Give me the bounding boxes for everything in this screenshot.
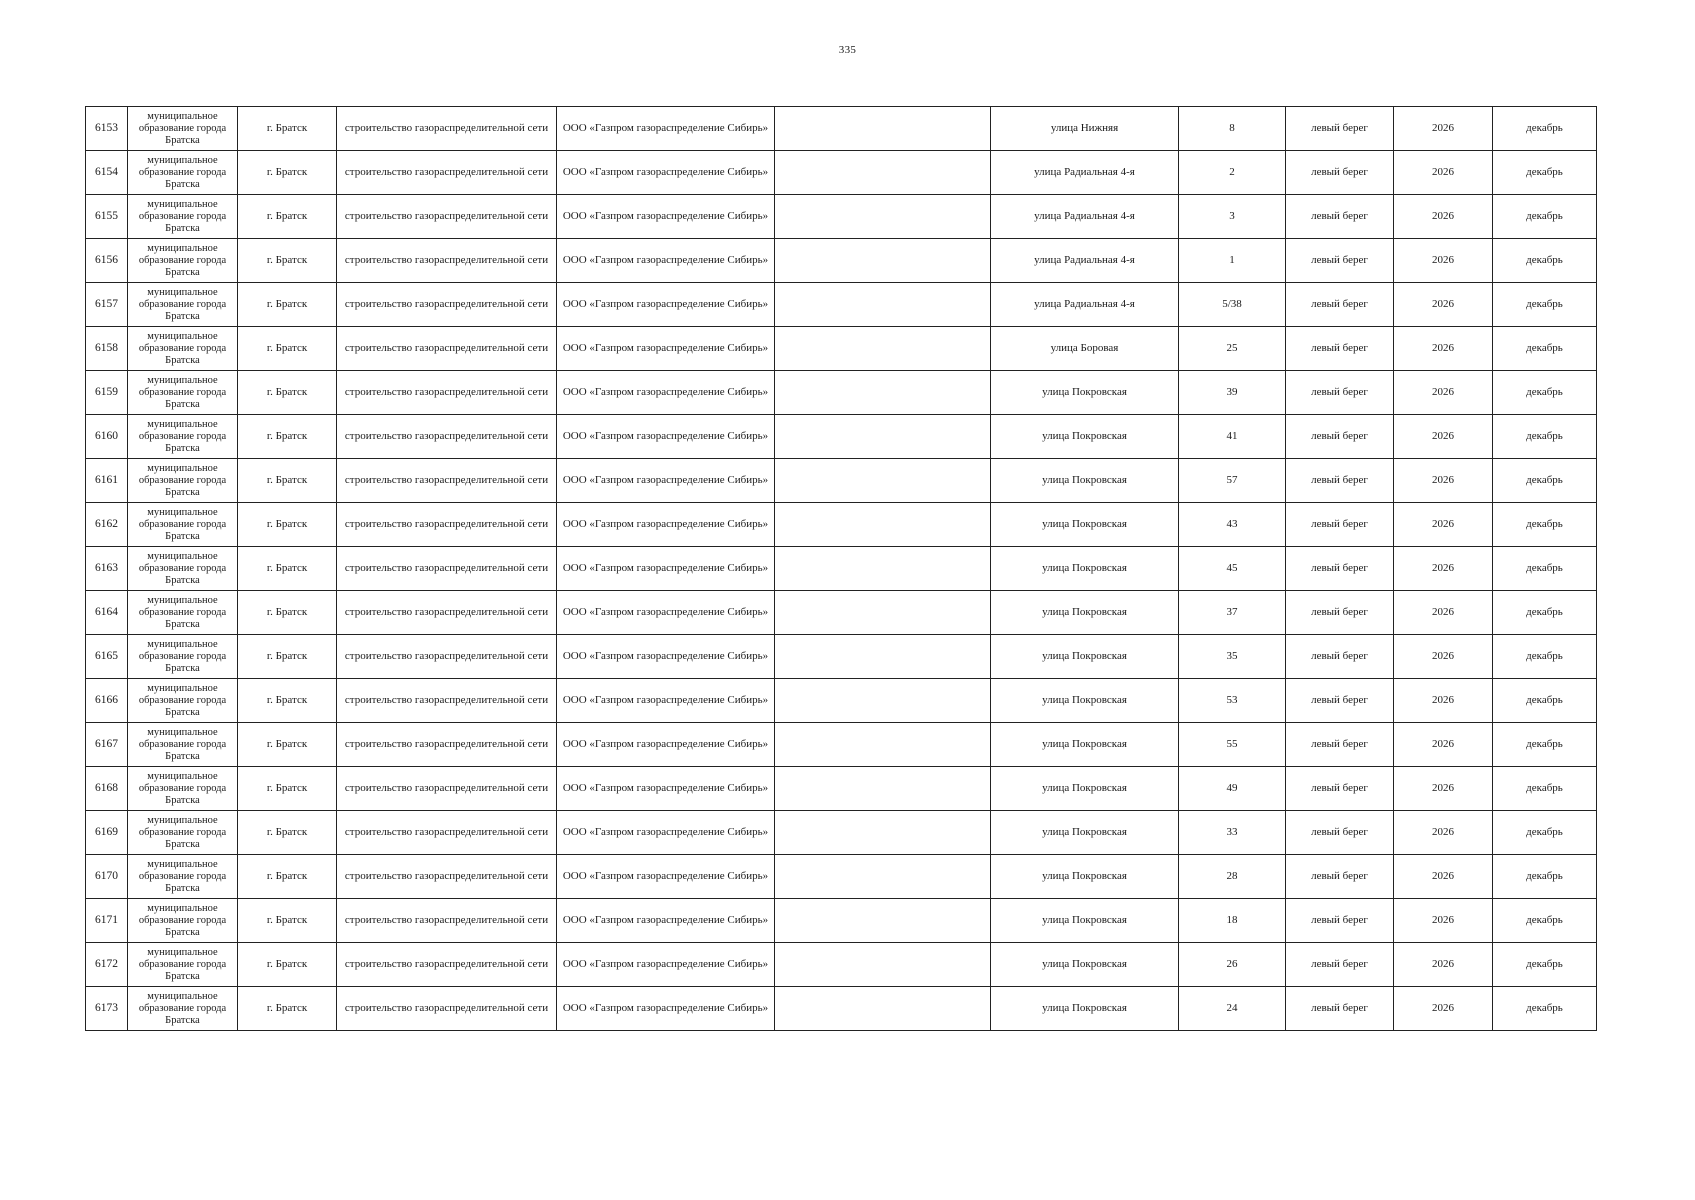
work-type-cell: строительство газораспределительной сети — [337, 855, 557, 899]
organization-cell: ООО «Газпром газораспределение Сибирь» — [557, 679, 775, 723]
row-number-cell: 6170 — [86, 855, 128, 899]
table-row — [86, 723, 1597, 767]
street-cell: улица Покровская — [991, 635, 1179, 679]
empty-cell — [775, 943, 991, 987]
table-row — [86, 767, 1597, 811]
year-cell: 2026 — [1394, 767, 1493, 811]
owner-cell: муниципальное образование города Братска — [128, 151, 238, 195]
row-number-cell: 6155 — [86, 195, 128, 239]
row-number-cell: 6169 — [86, 811, 128, 855]
organization-cell: ООО «Газпром газораспределение Сибирь» — [557, 987, 775, 1031]
empty-cell — [775, 591, 991, 635]
city-cell: г. Братск — [238, 459, 337, 503]
work-type-cell: строительство газораспределительной сети — [337, 767, 557, 811]
row-number-cell: 6164 — [86, 591, 128, 635]
city-cell: г. Братск — [238, 503, 337, 547]
river-bank-cell: левый берег — [1286, 635, 1394, 679]
work-type-cell: строительство газораспределительной сети — [337, 679, 557, 723]
row-number-cell: 6167 — [86, 723, 128, 767]
empty-cell — [775, 679, 991, 723]
month-cell: декабрь — [1493, 503, 1597, 547]
row-number-cell: 6163 — [86, 547, 128, 591]
owner-cell: муниципальное образование города Братска — [128, 811, 238, 855]
street-cell: улица Покровская — [991, 371, 1179, 415]
table-body — [86, 107, 1597, 1031]
street-cell: улица Покровская — [991, 899, 1179, 943]
empty-cell — [775, 283, 991, 327]
river-bank-cell: левый берег — [1286, 679, 1394, 723]
month-cell: декабрь — [1493, 987, 1597, 1031]
table-row — [86, 239, 1597, 283]
house-number-cell: 5/38 — [1179, 283, 1286, 327]
organization-cell: ООО «Газпром газораспределение Сибирь» — [557, 943, 775, 987]
street-cell: улица Покровская — [991, 723, 1179, 767]
city-cell: г. Братск — [238, 371, 337, 415]
river-bank-cell: левый берег — [1286, 591, 1394, 635]
organization-cell: ООО «Газпром газораспределение Сибирь» — [557, 811, 775, 855]
house-number-cell: 28 — [1179, 855, 1286, 899]
empty-cell — [775, 723, 991, 767]
year-cell: 2026 — [1394, 635, 1493, 679]
month-cell: декабрь — [1493, 767, 1597, 811]
empty-cell — [775, 459, 991, 503]
street-cell: улица Покровская — [991, 987, 1179, 1031]
page-number: 335 — [838, 44, 857, 56]
street-cell: улица Радиальная 4-я — [991, 283, 1179, 327]
table-row — [86, 503, 1597, 547]
year-cell: 2026 — [1394, 855, 1493, 899]
owner-cell: муниципальное образование города Братска — [128, 327, 238, 371]
month-cell: декабрь — [1493, 195, 1597, 239]
organization-cell: ООО «Газпром газораспределение Сибирь» — [557, 371, 775, 415]
row-number-cell: 6161 — [86, 459, 128, 503]
organization-cell: ООО «Газпром газораспределение Сибирь» — [557, 107, 775, 151]
house-number-cell: 3 — [1179, 195, 1286, 239]
year-cell: 2026 — [1394, 547, 1493, 591]
owner-cell: муниципальное образование города Братска — [128, 283, 238, 327]
river-bank-cell: левый берег — [1286, 767, 1394, 811]
city-cell: г. Братск — [238, 811, 337, 855]
year-cell: 2026 — [1394, 371, 1493, 415]
house-number-cell: 8 — [1179, 107, 1286, 151]
year-cell: 2026 — [1394, 459, 1493, 503]
house-number-cell: 18 — [1179, 899, 1286, 943]
year-cell: 2026 — [1394, 327, 1493, 371]
year-cell: 2026 — [1394, 415, 1493, 459]
work-type-cell: строительство газораспределительной сети — [337, 723, 557, 767]
organization-cell: ООО «Газпром газораспределение Сибирь» — [557, 195, 775, 239]
street-cell: улица Покровская — [991, 679, 1179, 723]
work-type-cell: строительство газораспределительной сети — [337, 635, 557, 679]
work-type-cell: строительство газораспределительной сети — [337, 987, 557, 1031]
month-cell: декабрь — [1493, 239, 1597, 283]
month-cell: декабрь — [1493, 371, 1597, 415]
table-row — [86, 943, 1597, 987]
table-row — [86, 987, 1597, 1031]
empty-cell — [775, 899, 991, 943]
city-cell: г. Братск — [238, 767, 337, 811]
table-row — [86, 899, 1597, 943]
owner-cell: муниципальное образование города Братска — [128, 239, 238, 283]
organization-cell: ООО «Газпром газораспределение Сибирь» — [557, 283, 775, 327]
street-cell: улица Покровская — [991, 855, 1179, 899]
empty-cell — [775, 415, 991, 459]
city-cell: г. Братск — [238, 195, 337, 239]
house-number-cell: 41 — [1179, 415, 1286, 459]
work-type-cell: строительство газораспределительной сети — [337, 107, 557, 151]
month-cell: декабрь — [1493, 415, 1597, 459]
city-cell: г. Братск — [238, 855, 337, 899]
row-number-cell: 6166 — [86, 679, 128, 723]
city-cell: г. Братск — [238, 943, 337, 987]
month-cell: декабрь — [1493, 327, 1597, 371]
month-cell: декабрь — [1493, 855, 1597, 899]
house-number-cell: 55 — [1179, 723, 1286, 767]
month-cell: декабрь — [1493, 283, 1597, 327]
house-number-cell: 37 — [1179, 591, 1286, 635]
month-cell: декабрь — [1493, 811, 1597, 855]
work-type-cell: строительство газораспределительной сети — [337, 415, 557, 459]
empty-cell — [775, 987, 991, 1031]
city-cell: г. Братск — [238, 635, 337, 679]
empty-cell — [775, 547, 991, 591]
organization-cell: ООО «Газпром газораспределение Сибирь» — [557, 767, 775, 811]
owner-cell: муниципальное образование города Братска — [128, 195, 238, 239]
owner-cell: муниципальное образование города Братска — [128, 547, 238, 591]
house-number-cell: 2 — [1179, 151, 1286, 195]
table-row — [86, 327, 1597, 371]
empty-cell — [775, 811, 991, 855]
river-bank-cell: левый берег — [1286, 151, 1394, 195]
street-cell: улица Покровская — [991, 547, 1179, 591]
table-row — [86, 371, 1597, 415]
street-cell: улица Покровская — [991, 811, 1179, 855]
house-number-cell: 39 — [1179, 371, 1286, 415]
month-cell: декабрь — [1493, 459, 1597, 503]
organization-cell: ООО «Газпром газораспределение Сибирь» — [557, 547, 775, 591]
row-number-cell: 6160 — [86, 415, 128, 459]
work-type-cell: строительство газораспределительной сети — [337, 327, 557, 371]
year-cell: 2026 — [1394, 151, 1493, 195]
row-number-cell: 6165 — [86, 635, 128, 679]
street-cell: улица Покровская — [991, 943, 1179, 987]
year-cell: 2026 — [1394, 283, 1493, 327]
empty-cell — [775, 767, 991, 811]
year-cell: 2026 — [1394, 591, 1493, 635]
year-cell: 2026 — [1394, 723, 1493, 767]
table-row — [86, 195, 1597, 239]
river-bank-cell: левый берег — [1286, 327, 1394, 371]
organization-cell: ООО «Газпром газораспределение Сибирь» — [557, 899, 775, 943]
street-cell: улица Радиальная 4-я — [991, 195, 1179, 239]
house-number-cell: 53 — [1179, 679, 1286, 723]
work-type-cell: строительство газораспределительной сети — [337, 503, 557, 547]
street-cell: улица Боровая — [991, 327, 1179, 371]
row-number-cell: 6168 — [86, 767, 128, 811]
river-bank-cell: левый берег — [1286, 855, 1394, 899]
month-cell: декабрь — [1493, 591, 1597, 635]
row-number-cell: 6172 — [86, 943, 128, 987]
house-number-cell: 33 — [1179, 811, 1286, 855]
organization-cell: ООО «Газпром газораспределение Сибирь» — [557, 415, 775, 459]
house-number-cell: 1 — [1179, 239, 1286, 283]
city-cell: г. Братск — [238, 415, 337, 459]
table-row — [86, 679, 1597, 723]
table-row — [86, 855, 1597, 899]
month-cell: декабрь — [1493, 943, 1597, 987]
city-cell: г. Братск — [238, 987, 337, 1031]
row-number-cell: 6173 — [86, 987, 128, 1031]
month-cell: декабрь — [1493, 107, 1597, 151]
table-row — [86, 151, 1597, 195]
data-table — [85, 106, 1597, 1031]
river-bank-cell: левый берег — [1286, 371, 1394, 415]
row-number-cell: 6158 — [86, 327, 128, 371]
owner-cell: муниципальное образование города Братска — [128, 899, 238, 943]
organization-cell: ООО «Газпром газораспределение Сибирь» — [557, 635, 775, 679]
river-bank-cell: левый берег — [1286, 987, 1394, 1031]
empty-cell — [775, 503, 991, 547]
house-number-cell: 43 — [1179, 503, 1286, 547]
empty-cell — [775, 107, 991, 151]
table-row — [86, 415, 1597, 459]
owner-cell: муниципальное образование города Братска — [128, 503, 238, 547]
work-type-cell: строительство газораспределительной сети — [337, 371, 557, 415]
house-number-cell: 45 — [1179, 547, 1286, 591]
owner-cell: муниципальное образование города Братска — [128, 371, 238, 415]
year-cell: 2026 — [1394, 107, 1493, 151]
organization-cell: ООО «Газпром газораспределение Сибирь» — [557, 723, 775, 767]
empty-cell — [775, 151, 991, 195]
organization-cell: ООО «Газпром газораспределение Сибирь» — [557, 591, 775, 635]
owner-cell: муниципальное образование города Братска — [128, 635, 238, 679]
street-cell: улица Радиальная 4-я — [991, 239, 1179, 283]
year-cell: 2026 — [1394, 811, 1493, 855]
street-cell: улица Покровская — [991, 767, 1179, 811]
work-type-cell: строительство газораспределительной сети — [337, 943, 557, 987]
work-type-cell: строительство газораспределительной сети — [337, 459, 557, 503]
house-number-cell: 35 — [1179, 635, 1286, 679]
month-cell: декабрь — [1493, 635, 1597, 679]
empty-cell — [775, 239, 991, 283]
street-cell: улица Покровская — [991, 459, 1179, 503]
row-number-cell: 6159 — [86, 371, 128, 415]
river-bank-cell: левый берег — [1286, 811, 1394, 855]
work-type-cell: строительство газораспределительной сети — [337, 591, 557, 635]
street-cell: улица Радиальная 4-я — [991, 151, 1179, 195]
river-bank-cell: левый берег — [1286, 547, 1394, 591]
organization-cell: ООО «Газпром газораспределение Сибирь» — [557, 151, 775, 195]
month-cell: декабрь — [1493, 679, 1597, 723]
city-cell: г. Братск — [238, 723, 337, 767]
organization-cell: ООО «Газпром газораспределение Сибирь» — [557, 459, 775, 503]
empty-cell — [775, 371, 991, 415]
empty-cell — [775, 327, 991, 371]
owner-cell: муниципальное образование города Братска — [128, 415, 238, 459]
row-number-cell: 6171 — [86, 899, 128, 943]
street-cell: улица Нижняя — [991, 107, 1179, 151]
month-cell: декабрь — [1493, 151, 1597, 195]
river-bank-cell: левый берег — [1286, 195, 1394, 239]
river-bank-cell: левый берег — [1286, 459, 1394, 503]
owner-cell: муниципальное образование города Братска — [128, 723, 238, 767]
owner-cell: муниципальное образование города Братска — [128, 591, 238, 635]
empty-cell — [775, 855, 991, 899]
year-cell: 2026 — [1394, 503, 1493, 547]
organization-cell: ООО «Газпром газораспределение Сибирь» — [557, 239, 775, 283]
owner-cell: муниципальное образование города Братска — [128, 107, 238, 151]
work-type-cell: строительство газораспределительной сети — [337, 151, 557, 195]
river-bank-cell: левый берег — [1286, 283, 1394, 327]
table-row — [86, 283, 1597, 327]
empty-cell — [775, 635, 991, 679]
city-cell: г. Братск — [238, 283, 337, 327]
river-bank-cell: левый берег — [1286, 943, 1394, 987]
river-bank-cell: левый берег — [1286, 723, 1394, 767]
table-row — [86, 591, 1597, 635]
row-number-cell: 6154 — [86, 151, 128, 195]
year-cell: 2026 — [1394, 679, 1493, 723]
empty-cell — [775, 195, 991, 239]
organization-cell: ООО «Газпром газораспределение Сибирь» — [557, 327, 775, 371]
row-number-cell: 6153 — [86, 107, 128, 151]
owner-cell: муниципальное образование города Братска — [128, 987, 238, 1031]
city-cell: г. Братск — [238, 239, 337, 283]
city-cell: г. Братск — [238, 899, 337, 943]
year-cell: 2026 — [1394, 195, 1493, 239]
table-row — [86, 811, 1597, 855]
year-cell: 2026 — [1394, 239, 1493, 283]
work-type-cell: строительство газораспределительной сети — [337, 239, 557, 283]
city-cell: г. Братск — [238, 547, 337, 591]
work-type-cell: строительство газораспределительной сети — [337, 811, 557, 855]
house-number-cell: 49 — [1179, 767, 1286, 811]
month-cell: декабрь — [1493, 723, 1597, 767]
row-number-cell: 6162 — [86, 503, 128, 547]
city-cell: г. Братск — [238, 327, 337, 371]
owner-cell: муниципальное образование города Братска — [128, 855, 238, 899]
work-type-cell: строительство газораспределительной сети — [337, 283, 557, 327]
table-row — [86, 547, 1597, 591]
organization-cell: ООО «Газпром газораспределение Сибирь» — [557, 855, 775, 899]
city-cell: г. Братск — [238, 151, 337, 195]
river-bank-cell: левый берег — [1286, 107, 1394, 151]
owner-cell: муниципальное образование города Братска — [128, 679, 238, 723]
owner-cell: муниципальное образование города Братска — [128, 943, 238, 987]
owner-cell: муниципальное образование города Братска — [128, 459, 238, 503]
house-number-cell: 24 — [1179, 987, 1286, 1031]
house-number-cell: 25 — [1179, 327, 1286, 371]
work-type-cell: строительство газораспределительной сети — [337, 899, 557, 943]
year-cell: 2026 — [1394, 987, 1493, 1031]
work-type-cell: строительство газораспределительной сети — [337, 195, 557, 239]
row-number-cell: 6157 — [86, 283, 128, 327]
table-row — [86, 459, 1597, 503]
river-bank-cell: левый берег — [1286, 239, 1394, 283]
row-number-cell: 6156 — [86, 239, 128, 283]
house-number-cell: 26 — [1179, 943, 1286, 987]
owner-cell: муниципальное образование города Братска — [128, 767, 238, 811]
river-bank-cell: левый берег — [1286, 503, 1394, 547]
city-cell: г. Братск — [238, 107, 337, 151]
house-number-cell: 57 — [1179, 459, 1286, 503]
river-bank-cell: левый берег — [1286, 899, 1394, 943]
street-cell: улица Покровская — [991, 591, 1179, 635]
work-type-cell: строительство газораспределительной сети — [337, 547, 557, 591]
month-cell: декабрь — [1493, 547, 1597, 591]
city-cell: г. Братск — [238, 679, 337, 723]
street-cell: улица Покровская — [991, 415, 1179, 459]
table-row — [86, 635, 1597, 679]
city-cell: г. Братск — [238, 591, 337, 635]
street-cell: улица Покровская — [991, 503, 1179, 547]
year-cell: 2026 — [1394, 899, 1493, 943]
table-row — [86, 107, 1597, 151]
year-cell: 2026 — [1394, 943, 1493, 987]
river-bank-cell: левый берег — [1286, 415, 1394, 459]
month-cell: декабрь — [1493, 899, 1597, 943]
organization-cell: ООО «Газпром газораспределение Сибирь» — [557, 503, 775, 547]
